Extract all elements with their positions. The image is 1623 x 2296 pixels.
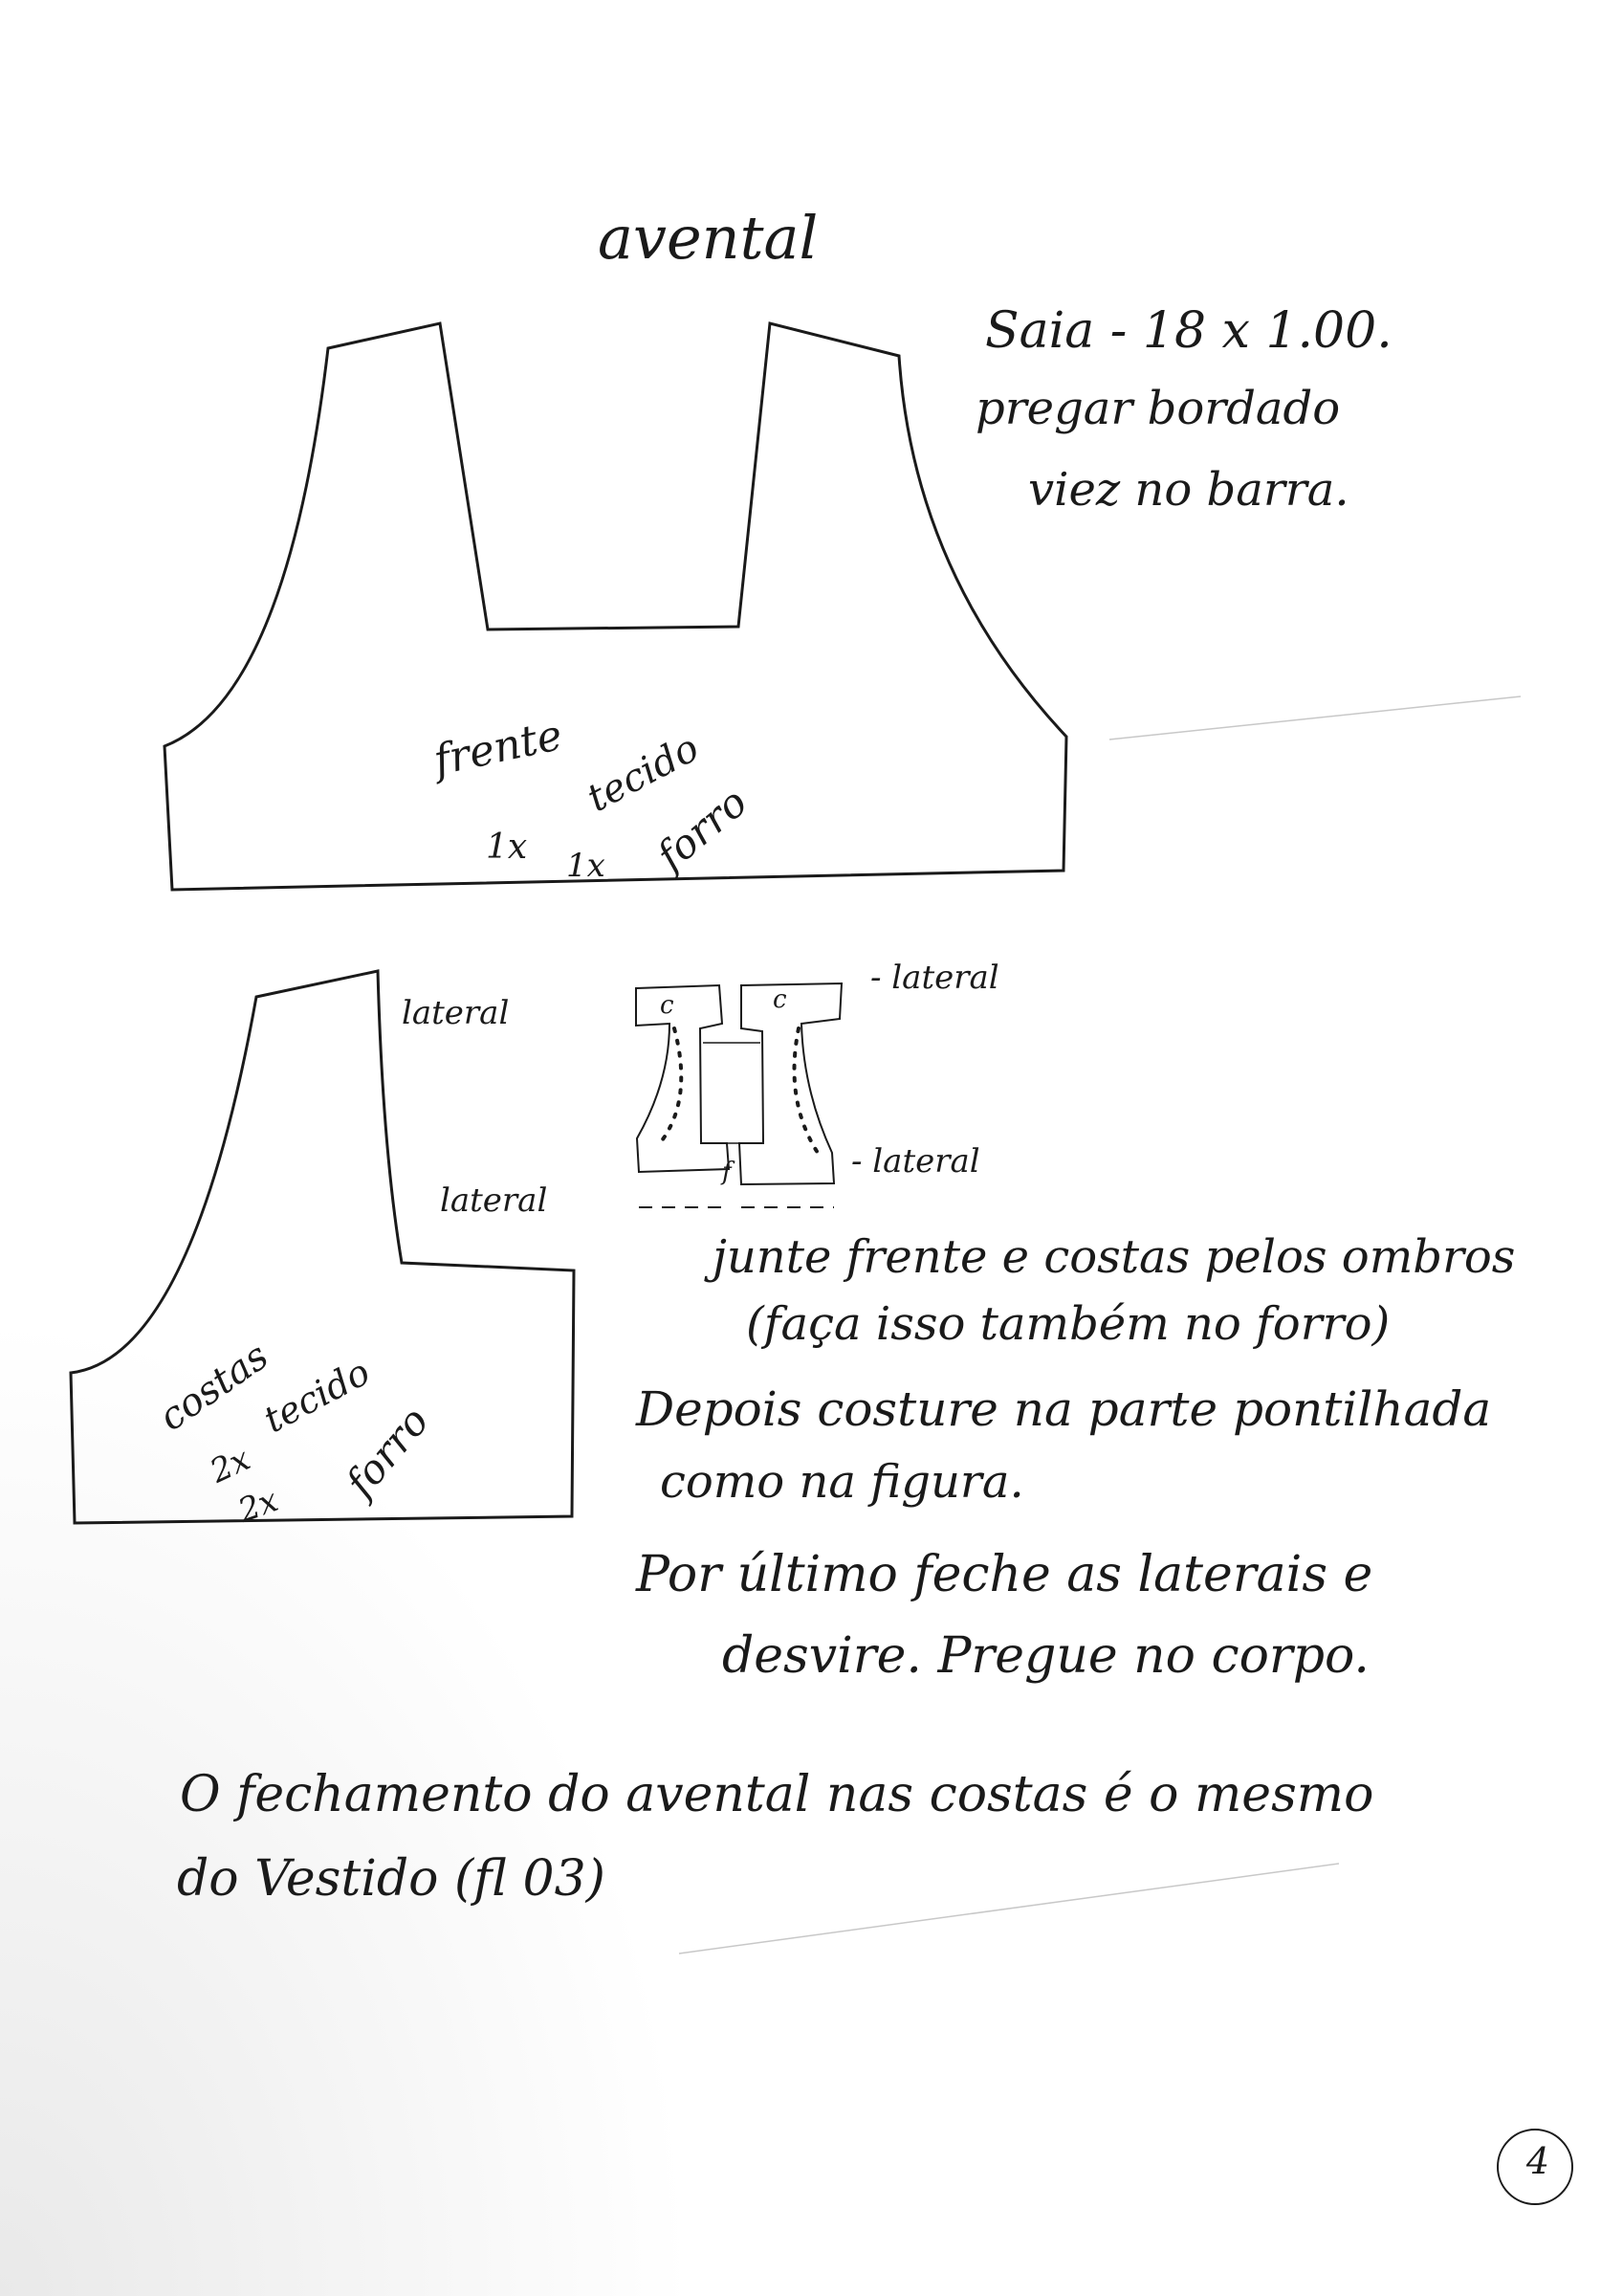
front-fabric-label: tecido	[580, 725, 707, 821]
skirt-hem-note: viez no barra.	[1028, 463, 1349, 517]
instruction-line-1: junte frente e costas pelos ombros	[713, 1230, 1516, 1284]
diagram-dotted-seams	[660, 1028, 818, 1153]
instruction-line-5: Por último feche as laterais e	[636, 1546, 1373, 1603]
front-piece-label: frente	[429, 710, 567, 785]
diagram-label-c-right: c	[773, 985, 787, 1014]
instruction-line-3: Depois costure na parte pontilhada	[636, 1381, 1492, 1437]
back-qty-lining: 2x	[232, 1481, 284, 1531]
diagram-label-lateral-top-left: lateral	[402, 994, 510, 1032]
page-number: 4	[1525, 2140, 1550, 2182]
closing-note-line-1: O fechamento do avental nas costas é o mesmo	[180, 1766, 1374, 1823]
closing-note-line-2: do Vestido (fl 03)	[177, 1850, 605, 1908]
instruction-line-2: (faça isso também no forro)	[746, 1297, 1391, 1351]
back-fabric-label: tecido	[256, 1350, 377, 1442]
faint-rule-1	[1109, 696, 1521, 740]
diagram-label-lateral-bottom-right: - lateral	[851, 1142, 980, 1181]
skirt-dimensions: Saia - 18 x 1.00.	[985, 302, 1393, 360]
back-piece-label: costas	[151, 1334, 277, 1441]
back-lining-label: forro	[336, 1398, 438, 1506]
front-lining-label: forro	[647, 778, 757, 880]
front-qty-lining: 1x	[566, 847, 605, 885]
instruction-line-4: como na figura.	[660, 1455, 1024, 1509]
diagram-label-lateral-top-right: - lateral	[870, 959, 999, 997]
instruction-line-6: desvire. Pregue no corpo.	[722, 1627, 1370, 1685]
back-piece-outline	[71, 971, 574, 1523]
diagram-right-half	[739, 983, 842, 1184]
back-qty-fabric: 2x	[204, 1440, 256, 1491]
page-title: avental	[598, 203, 819, 273]
diagram-label-c-left: c	[660, 991, 674, 1020]
diagram-label-lateral-bottom-left: lateral	[440, 1181, 548, 1220]
diagram-label-f: f	[722, 1158, 732, 1186]
front-qty-fabric: 1x	[486, 828, 528, 867]
skirt-embroidery-note: pregar bordado	[976, 382, 1341, 435]
faint-rule-2	[679, 1864, 1339, 1954]
diagram-center-lines	[703, 1043, 763, 1143]
